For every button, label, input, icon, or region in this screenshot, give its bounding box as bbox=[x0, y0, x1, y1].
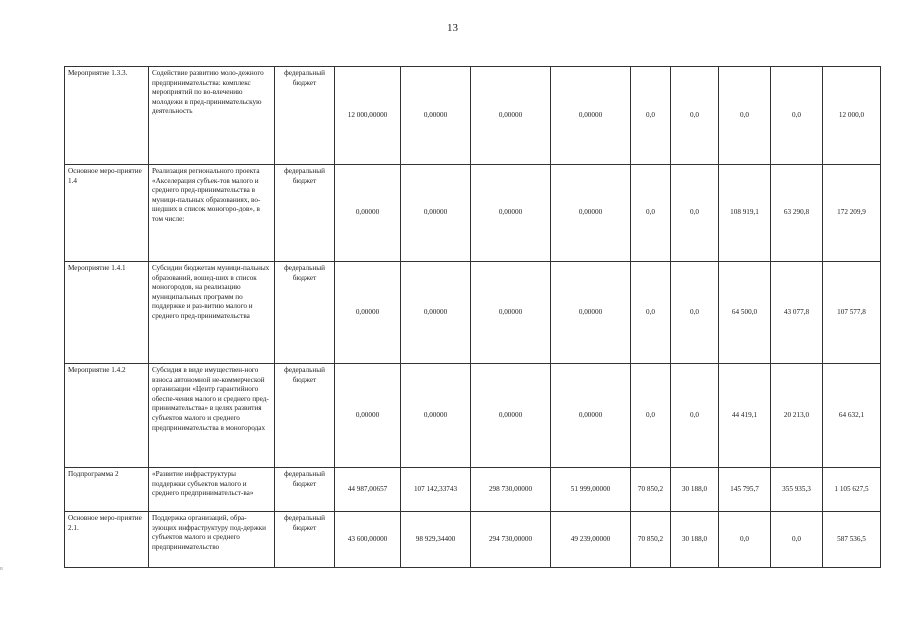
funding-source: федеральный бюджет bbox=[275, 262, 335, 364]
row-name: Субсидия в виде имуществен-ного взноса автономной не-коммерческой организации «Центр гарантийного обеспе-чения малого и среднего пред-принимательства» в целях развития субъектов малого и среднего предпринимательства в моногородах bbox=[149, 364, 275, 468]
amount-cell: 0,0 bbox=[631, 165, 671, 262]
page-number: 13 bbox=[447, 22, 458, 34]
funding-source: федеральный бюджет bbox=[275, 468, 335, 512]
amount-cell: 0,00000 bbox=[335, 364, 401, 468]
amount-cell: 298 730,00000 bbox=[471, 468, 551, 512]
funding-source: федеральный бюджет bbox=[275, 364, 335, 468]
amount-cell: 49 239,00000 bbox=[551, 512, 631, 568]
amount-cell: 0,00000 bbox=[551, 165, 631, 262]
amount-cell: 355 935,3 bbox=[771, 468, 823, 512]
amount-cell: 587 536,5 bbox=[823, 512, 881, 568]
amount-cell: 0,0 bbox=[631, 364, 671, 468]
row-name: Субсидии бюджетам муници-пальных образований, вошед-ших в список моногородов, на реализацию муниципальных программ по поддержке и раз-витию малого и среднего пред-принимательства bbox=[149, 262, 275, 364]
amount-cell: 0,0 bbox=[719, 512, 771, 568]
row-code: Основное меро-приятие 1.4 bbox=[65, 165, 149, 262]
amount-cell: 64 632,1 bbox=[823, 364, 881, 468]
amount-cell: 0,00000 bbox=[471, 67, 551, 165]
amount-cell: 1 105 627,5 bbox=[823, 468, 881, 512]
row-code: Мероприятие 1.4.2 bbox=[65, 364, 149, 468]
row-code: Подпрограмма 2 bbox=[65, 468, 149, 512]
amount-cell: 20 213,0 bbox=[771, 364, 823, 468]
amount-cell: 64 500,0 bbox=[719, 262, 771, 364]
amount-cell: 172 209,9 bbox=[823, 165, 881, 262]
amount-cell: 0,00000 bbox=[471, 262, 551, 364]
amount-cell: 107 577,8 bbox=[823, 262, 881, 364]
amount-cell: 0,0 bbox=[719, 67, 771, 165]
row-code: Мероприятие 1.3.3. bbox=[65, 67, 149, 165]
amount-cell: 0,00000 bbox=[335, 262, 401, 364]
amount-cell: 0,0 bbox=[631, 67, 671, 165]
amount-cell: 0,00000 bbox=[335, 165, 401, 262]
amount-cell: 0,00000 bbox=[471, 165, 551, 262]
row-name: Поддержка организаций, обра-зующих инфраструктуру под-держки субъектов малого и среднего предпринимательство bbox=[149, 512, 275, 568]
amount-cell: 30 188,0 bbox=[671, 468, 719, 512]
amount-cell: 294 730,00000 bbox=[471, 512, 551, 568]
row-code: Основное меро-приятие 2.1. bbox=[65, 512, 149, 568]
row-name: «Развитие инфраструктуры поддержки субъектов малого и среднего предпринимательст-ва» bbox=[149, 468, 275, 512]
amount-cell: 51 999,00000 bbox=[551, 468, 631, 512]
amount-cell: 43 600,00000 bbox=[335, 512, 401, 568]
table-row bbox=[65, 165, 881, 262]
table-row bbox=[65, 67, 881, 165]
amount-cell: 0,00000 bbox=[551, 364, 631, 468]
amount-cell: 98 929,34400 bbox=[401, 512, 471, 568]
amount-cell: 145 795,7 bbox=[719, 468, 771, 512]
amount-cell: 0,0 bbox=[671, 67, 719, 165]
amount-cell: 63 290,8 bbox=[771, 165, 823, 262]
amount-cell: 0,00000 bbox=[401, 165, 471, 262]
table-row bbox=[65, 262, 881, 364]
table-row bbox=[65, 364, 881, 468]
amount-cell: 43 077,8 bbox=[771, 262, 823, 364]
amount-cell: 0,00000 bbox=[401, 67, 471, 165]
amount-cell: 12 000,0 bbox=[823, 67, 881, 165]
amount-cell: 70 850,2 bbox=[631, 512, 671, 568]
row-name: Реализация регионального проекта «Акселерация субъек-тов малого и среднего пред-принимательства в муници-пальных образованиях, во-шедших в список моногоро-дов», в том числе: bbox=[149, 165, 275, 262]
amount-cell: 70 850,2 bbox=[631, 468, 671, 512]
amount-cell: 0,00000 bbox=[401, 364, 471, 468]
amount-cell: 44 987,00657 bbox=[335, 468, 401, 512]
budget-table bbox=[64, 66, 881, 568]
amount-cell: 0,00000 bbox=[471, 364, 551, 468]
amount-cell: 0,00000 bbox=[551, 67, 631, 165]
margin-mark: в bbox=[0, 566, 3, 572]
amount-cell: 0,00000 bbox=[401, 262, 471, 364]
table-row bbox=[65, 468, 881, 512]
funding-source: федеральный бюджет bbox=[275, 512, 335, 568]
amount-cell: 108 919,1 bbox=[719, 165, 771, 262]
row-name: Содействие развитию моло-дежного предпринимательства: комплекс мероприятий по во-влечению молодежи в пред-принимательскую деятельность bbox=[149, 67, 275, 165]
amount-cell: 0,0 bbox=[771, 67, 823, 165]
row-code: Мероприятие 1.4.1 bbox=[65, 262, 149, 364]
amount-cell: 0,0 bbox=[671, 364, 719, 468]
amount-cell: 12 000,00000 bbox=[335, 67, 401, 165]
amount-cell: 0,0 bbox=[671, 165, 719, 262]
amount-cell: 30 188,0 bbox=[671, 512, 719, 568]
amount-cell: 107 142,33743 bbox=[401, 468, 471, 512]
amount-cell: 0,0 bbox=[671, 262, 719, 364]
funding-source: федеральный бюджет bbox=[275, 67, 335, 165]
amount-cell: 0,0 bbox=[631, 262, 671, 364]
table-row bbox=[65, 512, 881, 568]
amount-cell: 44 419,1 bbox=[719, 364, 771, 468]
funding-source: федеральный бюджет bbox=[275, 165, 335, 262]
amount-cell: 0,00000 bbox=[551, 262, 631, 364]
amount-cell: 0,0 bbox=[771, 512, 823, 568]
